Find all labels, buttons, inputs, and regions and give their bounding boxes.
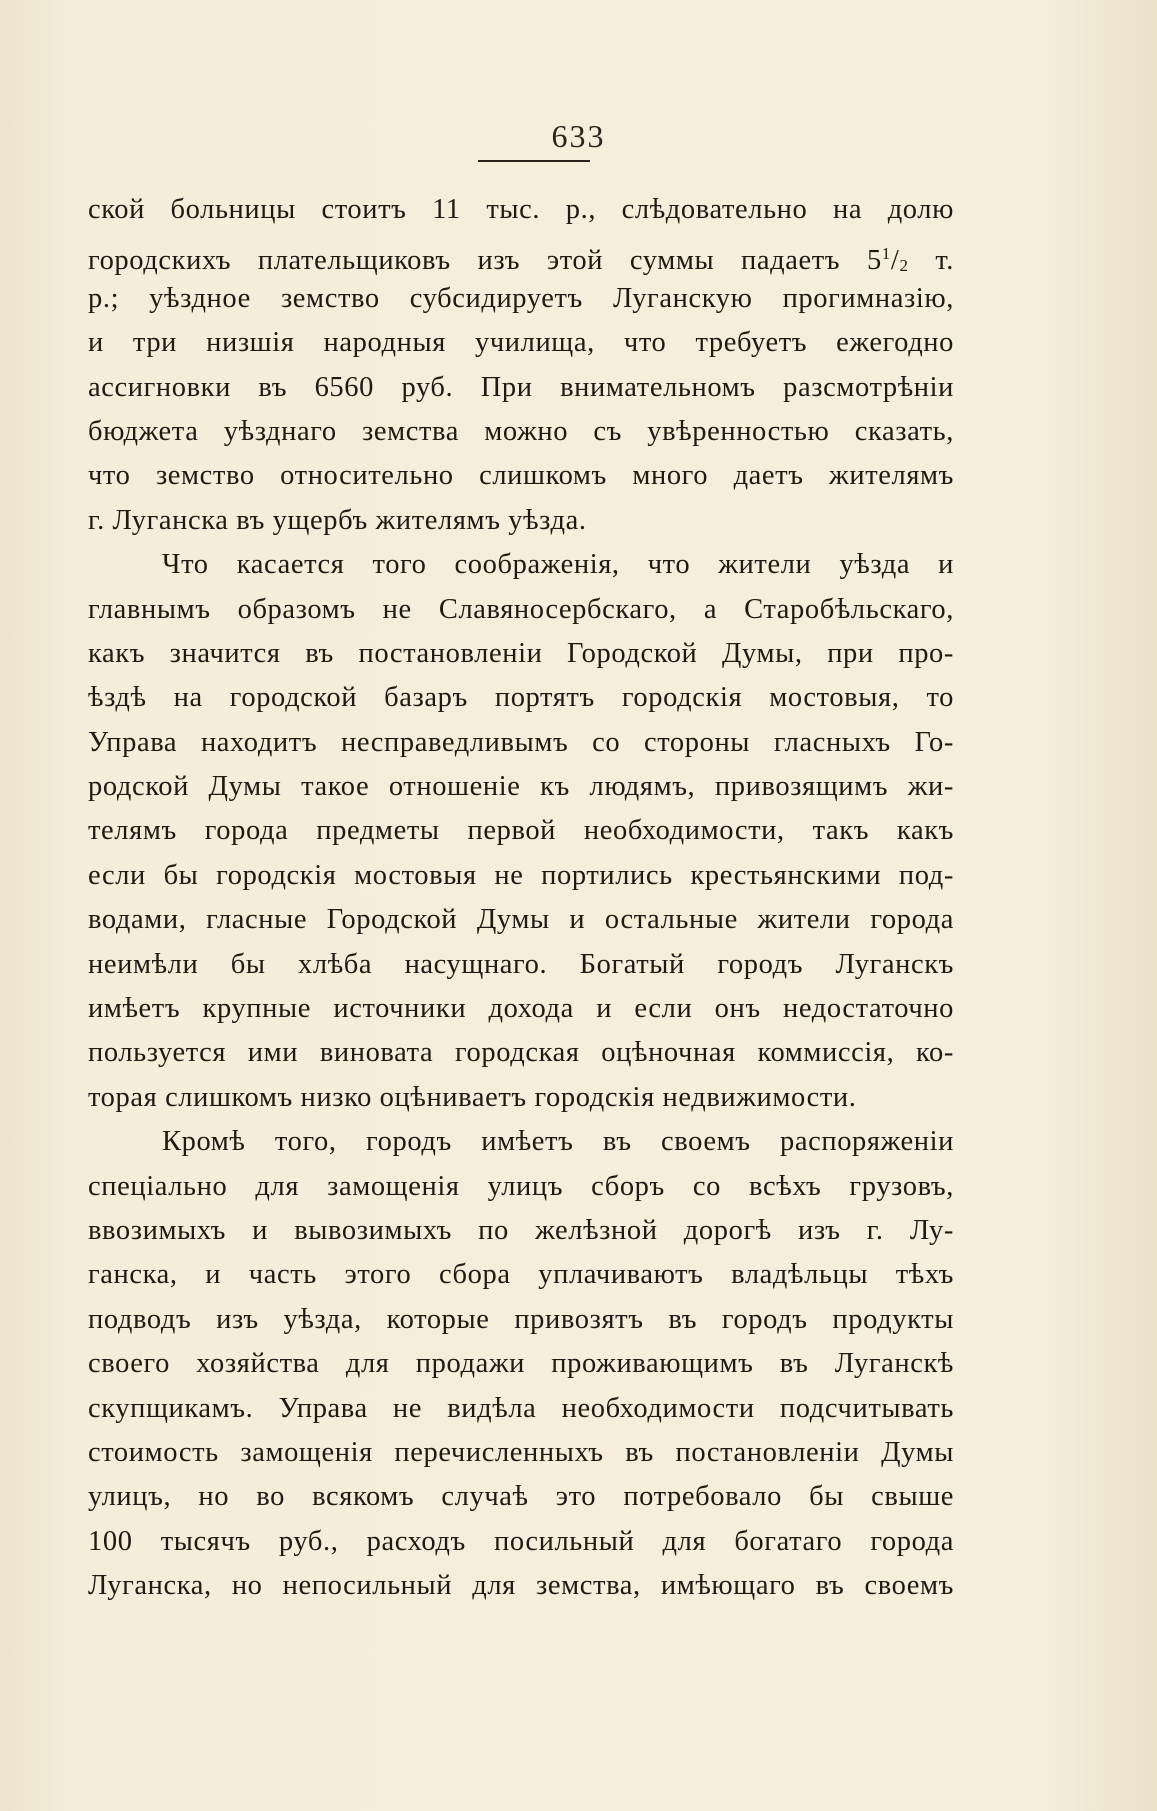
text-line: торая слишкомъ низко оцѣниваетъ городскія недвижимости. <box>88 1081 857 1113</box>
text-line: пользуется ими виновата городская оцѣночная коммиссія, ко- <box>88 1037 954 1069</box>
text-line: своего хозяйства для продажи проживающимъ въ Луганскѣ <box>88 1348 954 1380</box>
text-line: какъ значится въ постановленіи Городской Думы, при про- <box>88 637 954 669</box>
text-line: Управа находитъ несправедливымъ со стороны гласныхъ Го- <box>88 726 954 758</box>
text-line: р.; уѣздное земство субсидируетъ Луганскую прогимназію, <box>88 282 954 314</box>
text-line: улицъ, но во всякомъ случаѣ это потребовало бы свыше <box>88 1481 954 1513</box>
text-line: ѣздѣ на городской базаръ портятъ городскія мостовыя, то <box>88 682 954 714</box>
text-line: имѣетъ крупные источники дохода и если онъ недостаточно <box>88 993 954 1025</box>
text-line: родской Думы такое отношеніе къ людямъ, привозящимъ жи- <box>88 771 954 803</box>
text-line: если бы городскія мостовыя не портились крестьянскими под- <box>88 859 954 891</box>
text-line: скупщикамъ. Управа не видѣла необходимости подсчитывать <box>88 1392 954 1424</box>
text-line: подводъ изъ уѣзда, которые привозятъ въ городъ продукты <box>88 1303 954 1335</box>
text-line: ганска, и часть этого сбора уплачиваютъ владѣльцы тѣхъ <box>88 1259 954 1291</box>
text-line: главнымъ образомъ не Славяносербскаго, а Старобѣльскаго, <box>88 593 954 625</box>
text-line: водами, гласные Городской Думы и остальные жители города <box>88 904 954 936</box>
text-line-segment: т. <box>908 245 954 277</box>
text-line <box>88 232 954 276</box>
text-line: ской больницы стоитъ 11 тыс. р., слѣдовательно на долю <box>88 194 954 225</box>
text-line: спеціально для замощенія улицъ сборъ со всѣхъ грузовъ, <box>88 1170 954 1202</box>
text-line: ввозимыхъ и вывозимыхъ по желѣзной дорогѣ изъ г. Лу- <box>88 1214 954 1246</box>
text-line: 100 тысячъ руб., расходъ посильный для богатаго города <box>88 1525 954 1557</box>
text-line: Кромѣ того, городъ имѣетъ въ своемъ распоряженіи <box>162 1126 954 1158</box>
text-line: бюджета уѣзднаго земства можно съ увѣренностью сказать, <box>88 415 954 447</box>
text-line: неимѣли бы хлѣба насущнаго. Богатый городъ Луганскъ <box>88 948 954 980</box>
page-number-rule <box>478 160 590 162</box>
text-line: ассигновки въ 6560 руб. При внимательномъ разсмотрѣніи <box>88 371 954 403</box>
page-number: 633 <box>551 118 606 154</box>
fraction: $^1$/2 <box>881 244 909 277</box>
text-line: Что касается того соображенія, что жители уѣзда и <box>162 549 954 581</box>
text-line: телямъ города предметы первой необходимости, такъ какъ <box>88 815 954 847</box>
text-line: что земство относительно слишкомъ много даетъ жителямъ <box>88 460 954 492</box>
body-text <box>88 188 954 1609</box>
text-line: стоимость замощенія перечисленныхъ въ постановленіи Думы <box>88 1436 954 1468</box>
text-line: и три низшія народныя училища, что требуетъ ежегодно <box>88 327 954 359</box>
text-line: г. Луганска въ ущербъ жителямъ уѣзда. <box>88 504 587 536</box>
text-line: Луганска, но непосильный для земства, имѣющаго въ своемъ <box>88 1570 954 1602</box>
text-line-segment: городскихъ плательщиковъ изъ этой суммы падаетъ 5 <box>88 245 882 277</box>
